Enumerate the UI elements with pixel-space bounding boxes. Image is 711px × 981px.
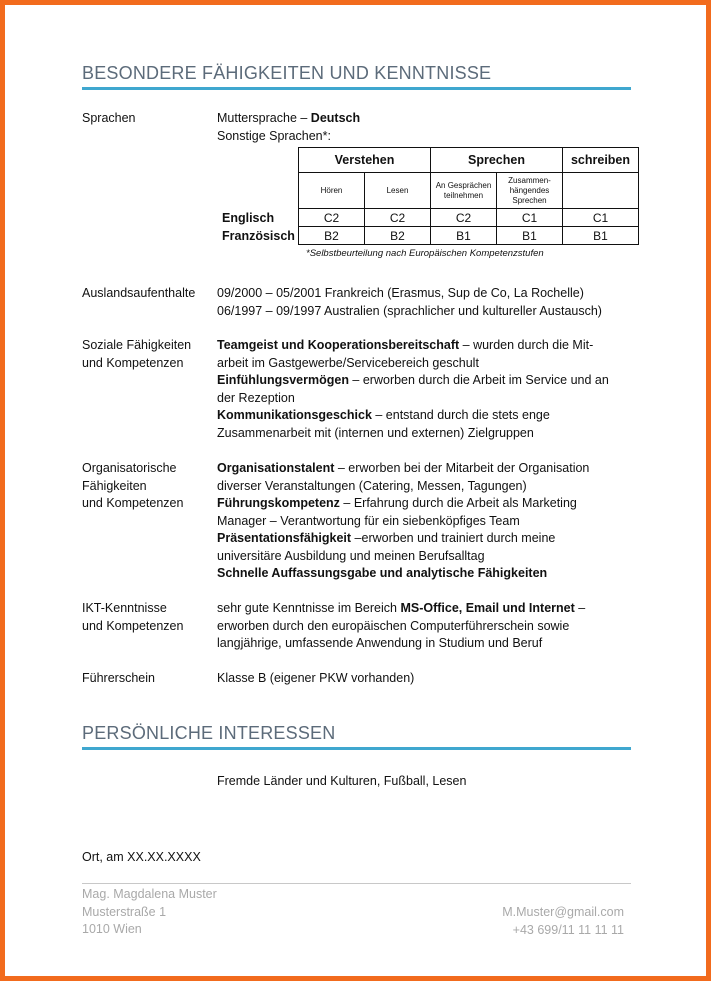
footer-address xyxy=(82,886,217,939)
header-schreiben: schreiben xyxy=(563,148,639,173)
orga-text-2b: Manager – Verantwortung für ein siebenköpfiges Team xyxy=(217,513,520,528)
footer-email[interactable]: M.Muster@gmail.com xyxy=(502,905,624,919)
section-rule-skills xyxy=(82,87,631,90)
section-rule-interests xyxy=(82,747,631,750)
sozial-line-5 xyxy=(217,407,632,425)
table-row-englisch xyxy=(299,209,639,227)
footer-rule xyxy=(82,883,631,884)
section-title-interests: PERSÖNLICHE INTERESSEN xyxy=(82,723,336,743)
cell-en-sprechen: C1 xyxy=(497,209,563,227)
section-title-skills: BESONDERE FÄHIGKEITEN UND KENNTNISSE xyxy=(82,63,492,83)
footer-street: Musterstraße 1 xyxy=(82,904,167,919)
orga-content xyxy=(217,460,632,583)
label-ikt-2: und Kompetenzen xyxy=(82,618,184,633)
subheader-zusammenhaengend: Zusammen-hängendes Sprechen xyxy=(497,173,563,209)
orga-line-1 xyxy=(217,460,632,478)
orga-bold-3: Präsentationsfähigkeit xyxy=(217,531,352,545)
orga-line-7 xyxy=(217,565,632,583)
orga-text-3b: universitäre Ausbildung und meinen Berufsalltag xyxy=(217,548,485,563)
subheader-hoeren: Hören xyxy=(299,173,365,209)
place-date: Ort, am XX.XX.XXXX xyxy=(82,850,201,864)
orga-text-1a: – erworben bei der Mitarbeit der Organisation xyxy=(334,461,590,475)
sozial-line-3 xyxy=(217,372,632,390)
label-ikt-1: IKT-Kenntnisse xyxy=(82,601,167,615)
sozial-bold-1: Teamgeist und Kooperationsbereitschaft xyxy=(217,338,460,352)
orga-text-3a: –erworben und trainiert durch meine xyxy=(351,531,556,545)
ikt-text-2: erworben durch den europäischen Computerführerschein sowie xyxy=(217,618,570,633)
sozial-text-1a: – wurden durch die Mit- xyxy=(459,338,594,352)
mother-language: Deutsch xyxy=(310,111,361,125)
ikt-content xyxy=(217,600,632,653)
label-orga-2: Fähigkeiten xyxy=(82,478,147,493)
orga-bold-2: Führungskompetenz xyxy=(217,496,340,510)
sozial-text-3a: – entstand durch die stets enge xyxy=(371,408,550,422)
ikt-bold-1: MS-Office, Email und Internet xyxy=(400,601,575,615)
sozial-text-2a: – erworben durch die Arbeit im Service und an xyxy=(348,373,609,387)
label-orga-1: Organisatorische xyxy=(82,461,177,475)
label-ikt xyxy=(82,600,183,635)
footer-phone: +43 699/11 11 11 11 xyxy=(512,922,624,937)
subheader-an-gespraechen: An Gesprächen teilnehmen xyxy=(431,173,497,209)
sozial-content xyxy=(217,337,632,442)
cell-fr-sprechen: B1 xyxy=(497,227,563,245)
label-ausland: Auslandsaufenthalte xyxy=(82,286,196,300)
subheader-schreiben-empty xyxy=(563,173,639,209)
label-sozial xyxy=(82,337,191,372)
footer-name: Mag. Magdalena Muster xyxy=(82,887,217,901)
ikt-line-1 xyxy=(217,600,632,618)
orga-line-3 xyxy=(217,495,632,513)
cell-fr-lesen: B2 xyxy=(365,227,431,245)
sozial-text-2b: der Rezeption xyxy=(217,390,295,405)
label-sozial-2: und Kompetenzen xyxy=(82,355,184,370)
ikt-text-1b: – xyxy=(574,601,586,615)
lang-franzoesisch: Französisch xyxy=(222,229,295,243)
cell-fr-schreiben: B1 xyxy=(563,227,639,245)
sozial-text-3b: Zusammenarbeit mit (internen und externen) Zielgruppen xyxy=(217,425,534,440)
lang-englisch: Englisch xyxy=(222,211,275,225)
subheader-lesen: Lesen xyxy=(365,173,431,209)
orga-line-5 xyxy=(217,530,632,548)
sozial-bold-2: Einfühlungsvermögen xyxy=(217,373,349,387)
sprachen-content xyxy=(217,110,632,145)
language-names xyxy=(222,209,295,245)
header-sprechen: Sprechen xyxy=(431,148,563,173)
language-footnote: *Selbstbeurteilung nach Europäischen Kompetenzstufen xyxy=(306,248,544,259)
cell-en-gespraech: C2 xyxy=(431,209,497,227)
ausland-line-1: 09/2000 – 05/2001 Frankreich (Erasmus, Sup de Co, La Rochelle) xyxy=(217,286,584,300)
header-verstehen: Verstehen xyxy=(299,148,431,173)
cell-fr-hoeren: B2 xyxy=(299,227,365,245)
cell-en-schreiben: C1 xyxy=(563,209,639,227)
language-table xyxy=(298,147,639,245)
sozial-text-1b: arbeit im Gastgewerbe/Servicebereich geschult xyxy=(217,355,479,370)
sozial-line-1 xyxy=(217,337,632,355)
label-orga-3: und Kompetenzen xyxy=(82,496,184,510)
sozial-bold-3: Kommunikationsgeschick xyxy=(217,408,372,422)
interests-content: Fremde Länder und Kulturen, Fußball, Lesen xyxy=(217,774,467,788)
orga-text-1b: diverser Veranstaltungen (Catering, Messen, Tagungen) xyxy=(217,478,527,493)
orga-text-2a: – Erfahrung durch die Arbeit als Marketing xyxy=(339,496,577,510)
label-fuehrerschein: Führerschein xyxy=(82,671,155,685)
label-sozial-1: Soziale Fähigkeiten xyxy=(82,338,192,352)
cell-en-hoeren: C2 xyxy=(299,209,365,227)
footer-city: 1010 Wien xyxy=(82,922,142,936)
ausland-line-2: 06/1997 – 09/1997 Australien (sprachlicher und kultureller Austausch) xyxy=(217,303,602,318)
orga-bold-1: Organisationstalent xyxy=(217,461,335,475)
mother-tongue-line xyxy=(217,110,632,128)
cell-en-lesen: C2 xyxy=(365,209,431,227)
footer-contact xyxy=(502,904,624,939)
fuehrerschein-value: Klasse B (eigener PKW vorhanden) xyxy=(217,671,415,685)
ikt-text-3: langjährige, umfassende Anwendung in Studium und Beruf xyxy=(217,636,543,650)
mother-prefix: Muttersprache – xyxy=(217,111,311,125)
ausland-content xyxy=(217,285,632,320)
label-sprachen: Sprachen xyxy=(82,111,136,125)
other-languages-label: Sonstige Sprachen*: xyxy=(217,128,331,143)
cell-fr-gespraech: B1 xyxy=(431,227,497,245)
orga-bold-4: Schnelle Auffassungsgabe und analytische Fähigkeiten xyxy=(217,566,548,580)
table-row-franzoesisch xyxy=(299,227,639,245)
ikt-text-1: sehr gute Kenntnisse im Bereich xyxy=(217,601,401,615)
label-orga xyxy=(82,460,183,513)
